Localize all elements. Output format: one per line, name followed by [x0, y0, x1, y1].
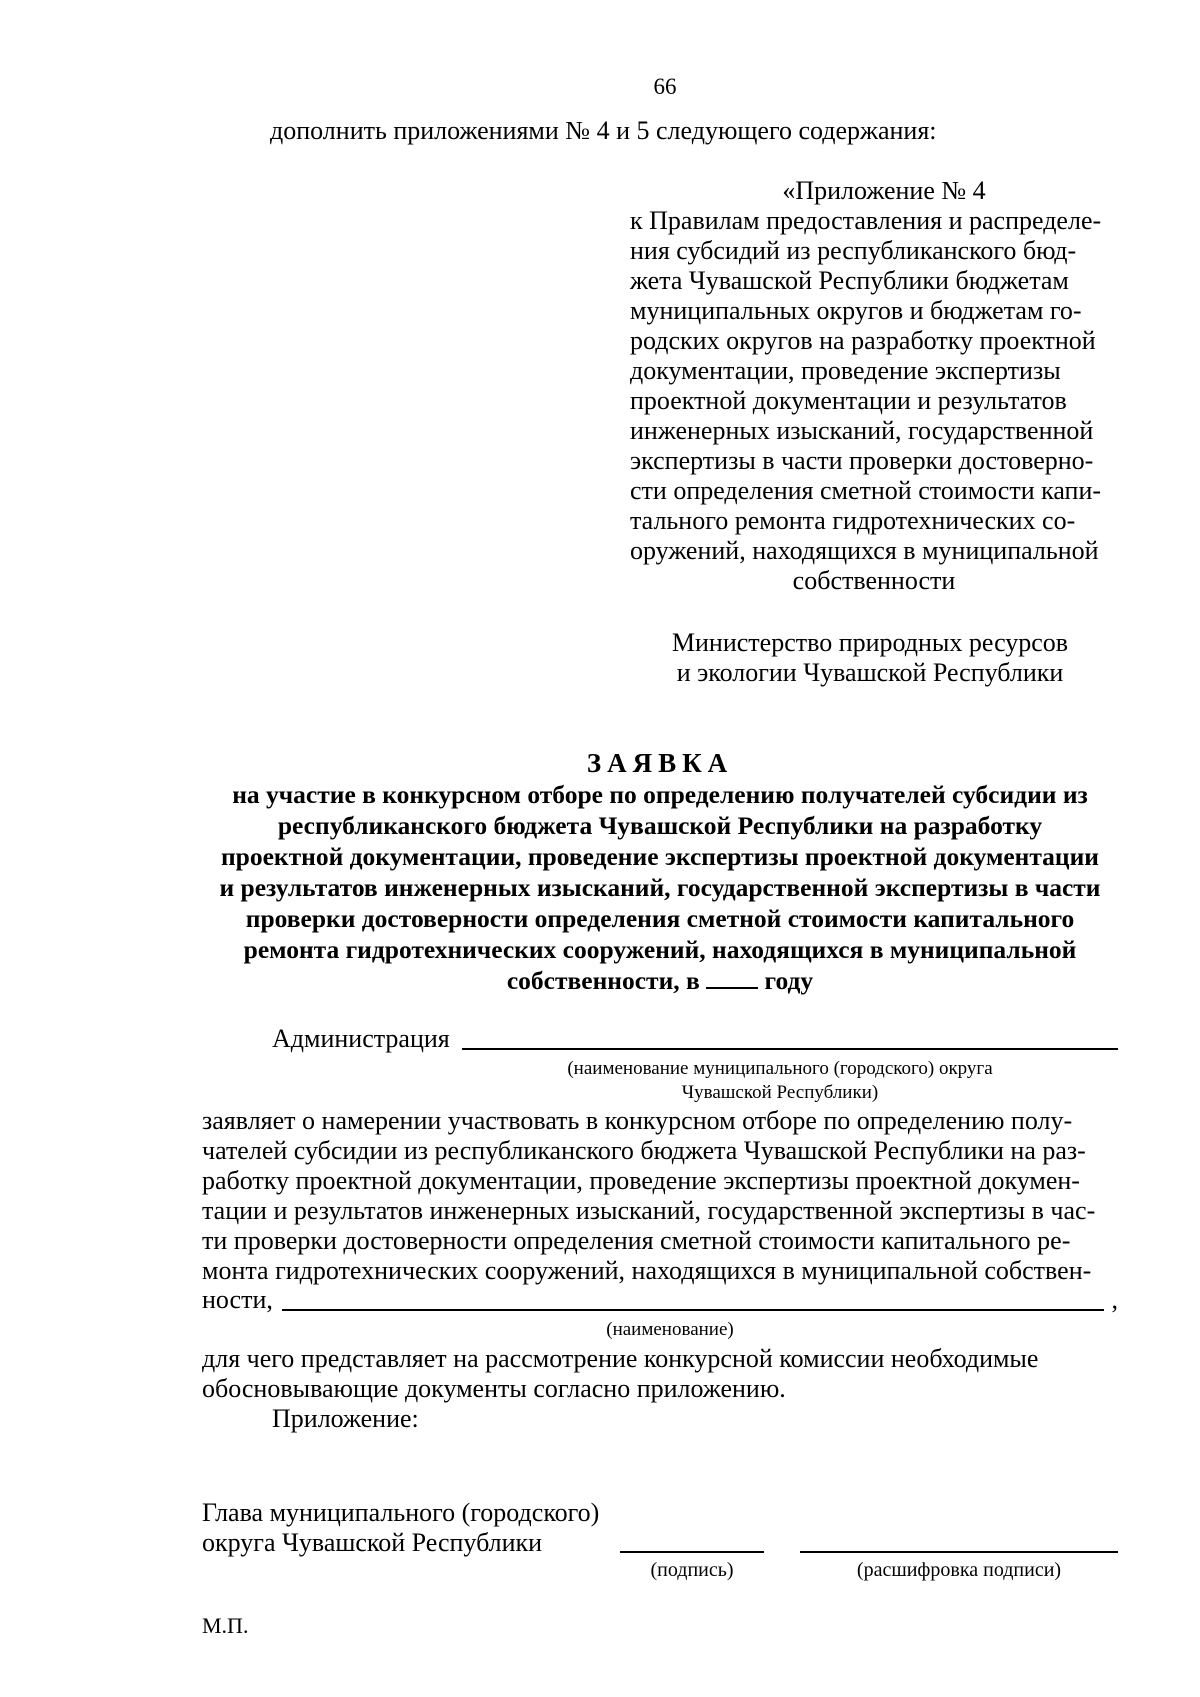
- heading-line: на участие в конкурсном отборе по определению получателей субсидии из: [232, 780, 1088, 809]
- addressee-line: Министерство природных ресурсов: [671, 628, 1069, 657]
- document-title: ЗАЯВКА: [586, 748, 734, 778]
- administration-name-blank[interactable]: [462, 1048, 1118, 1050]
- hint-line: Чувашской Республики): [681, 1082, 879, 1103]
- appendix-line: сти определения сметной стоимости капи-: [630, 476, 1102, 505]
- appendix-line: проектной документации и результатов: [630, 386, 1067, 415]
- intro-text: дополнить приложениями № 4 и 5 следующего содержания:: [270, 116, 937, 145]
- appendix-line: муниципальных округов и бюджетам го-: [630, 296, 1082, 325]
- stamp-place: М.П.: [202, 1613, 249, 1638]
- name-prefix: ности,: [202, 1285, 273, 1314]
- signatory-label: [202, 1498, 599, 1558]
- appendix-line: экспертизы в части проверки достоверно-: [630, 446, 1094, 475]
- name-row: [202, 1285, 1118, 1315]
- appendix-header: [630, 176, 1118, 596]
- paragraph-line: для чего представляет на рассмотрение конкурсной комиссии необходимые: [202, 1344, 1039, 1373]
- document-heading: [190, 748, 1130, 996]
- paragraph-line: обосновывающие документы согласно приложению.: [202, 1374, 786, 1403]
- hint-line: (наименование муниципального (городского) округа: [567, 1058, 993, 1079]
- statement-paragraph: [202, 1106, 1118, 1286]
- paragraph-line: чателей субсидии из республиканского бюджета Чувашской Республики на раз-: [202, 1136, 1086, 1165]
- object-name-hint: (наименование): [606, 1319, 734, 1340]
- object-name-blank[interactable]: [282, 1309, 1104, 1311]
- administration-hint: [520, 1057, 1040, 1105]
- signature-hint: (подпись): [650, 1559, 734, 1581]
- addressee-line: и экологии Чувашской Республики: [676, 658, 1064, 687]
- tail-paragraph: [202, 1344, 1118, 1404]
- heading-line: республиканского бюджета Чувашской Республики на разработку: [277, 811, 1043, 840]
- appendix-line: к Правилам предоставления и распределе-: [630, 206, 1102, 235]
- appendix-line: ния субсидий из республиканского бюд-: [630, 236, 1077, 265]
- attachment-label: Приложение:: [272, 1404, 419, 1433]
- signature-blank[interactable]: [620, 1551, 764, 1553]
- addressee: [655, 628, 1085, 688]
- signatory-line: Глава муниципального (городского): [202, 1498, 600, 1527]
- heading-line: проектной документации, проведение экспертизы проектной документации: [220, 842, 1099, 871]
- paragraph-line: монта гидротехнических сооружений, находящихся в муниципальной собствен-: [202, 1256, 1092, 1285]
- heading-last-after: году: [764, 966, 814, 995]
- paragraph-line: тации и результатов инженерных изысканий, государственной экспертизы в час-: [202, 1196, 1096, 1225]
- administration-label: Администрация: [272, 1024, 450, 1053]
- signature-decode-blank[interactable]: [800, 1551, 1118, 1553]
- name-suffix: ,: [1111, 1285, 1118, 1314]
- heading-line: проверки достоверности определения сметной стоимости капитального: [245, 904, 1075, 933]
- year-blank[interactable]: [706, 965, 758, 989]
- signature-decode-hint: (расшифровка подписи): [856, 1559, 1062, 1581]
- heading-line: ремонта гидротехнических сооружений, находящихся в муниципальной: [243, 935, 1077, 964]
- paragraph-line: работку проектной документации, проведение экспертизы проектной докумен-: [202, 1166, 1080, 1195]
- page-number: 66: [653, 74, 677, 99]
- heading-line: и результатов инженерных изысканий, государственной экспертизы в части: [219, 873, 1101, 902]
- paragraph-line: заявляет о намерении участвовать в конкурсном отборе по определению полу-: [202, 1106, 1073, 1135]
- appendix-line: документации, проведение экспертизы: [630, 356, 1061, 385]
- heading-last-before: собственности, в: [506, 966, 700, 995]
- heading-last-line: [190, 965, 1130, 996]
- appendix-line: жета Чувашской Республики бюджетам: [630, 266, 1069, 295]
- appendix-line: инженерных изысканий, государственной: [630, 416, 1094, 445]
- appendix-line: тального ремонта гидротехнических со-: [630, 506, 1076, 535]
- signatory-line: округа Чувашской Республики: [202, 1528, 543, 1557]
- appendix-line: собственности: [792, 566, 956, 595]
- appendix-title: «Приложение № 4: [782, 176, 986, 205]
- administration-row: [272, 1024, 1118, 1056]
- appendix-line: родских округов на разработку проектной: [630, 326, 1096, 355]
- paragraph-line: ти проверки достоверности определения сметной стоимости капитального ре-: [202, 1226, 1071, 1255]
- appendix-line: оружений, находящихся в муниципальной: [630, 536, 1099, 565]
